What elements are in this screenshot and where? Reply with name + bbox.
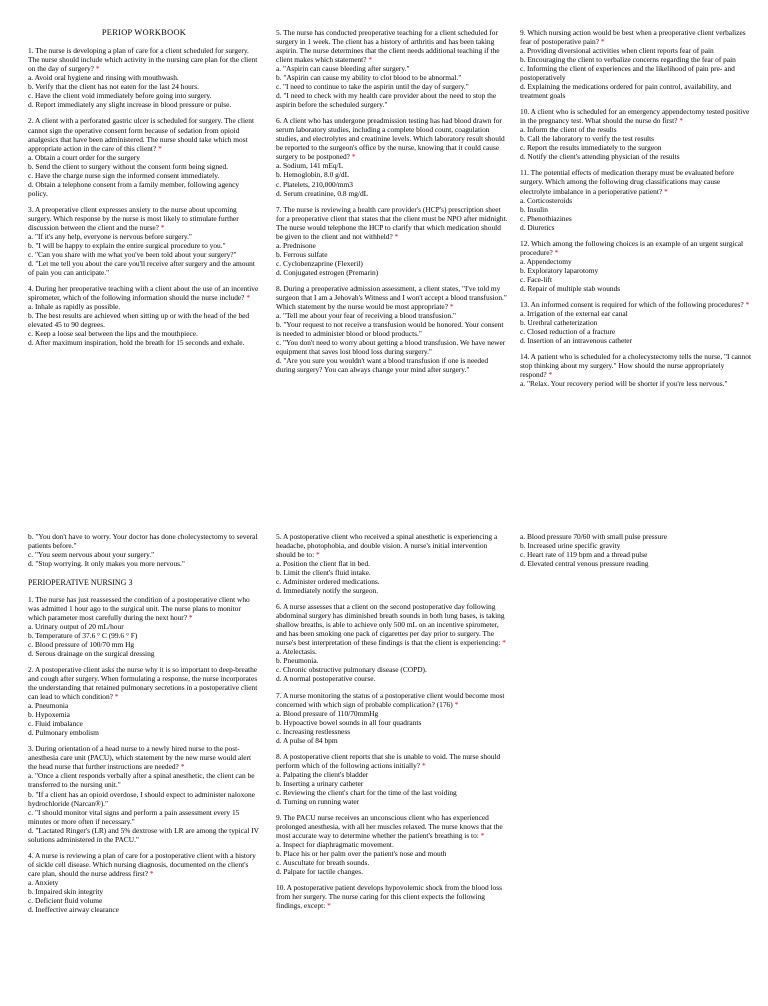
- question-text: 13. An informed consent is required for which of the following procedures?: [520, 299, 744, 309]
- question-block: [28, 595, 260, 658]
- answer-option: a. "Once a client responds verbally after a spinal anesthetic, the client can be transferred to the nursing unit.": [28, 771, 255, 790]
- answer-option: c. Informing the client of experiences and the likelihood of pain pre- and postoperatively: [520, 64, 735, 83]
- question-block: [276, 532, 508, 595]
- question-stem: [520, 352, 752, 379]
- required-asterisk: *: [160, 222, 165, 232]
- required-asterisk: *: [449, 301, 454, 311]
- answer-option: c. Blood pressure of 100/70 mm Hg: [28, 640, 135, 650]
- question-stem: [520, 168, 752, 195]
- question-stem: [276, 284, 508, 311]
- question-stem: [28, 46, 260, 73]
- required-asterisk: *: [454, 699, 459, 709]
- answer-option: a. Appendectomy: [520, 256, 572, 266]
- answer-option: b. Exploratory laparotomy: [520, 265, 599, 275]
- required-asterisk: *: [480, 830, 485, 840]
- question-block: [28, 46, 260, 109]
- question-text: 2. A client with a perforated gastric ulcer is scheduled for surgery. The client cannot sign the operative consent form because of sedation from opioid analgesics that have been administered. The nurse should take which most appropriate action in the care of this client?: [28, 116, 255, 153]
- answer-option: b. Hemoglobin, 8.0 g/dL: [276, 170, 350, 180]
- answer-option: a. Anxiety: [28, 877, 59, 887]
- answer-option: b. "Aspirin can cause my ability to clot blood to be abnormal.": [276, 73, 462, 83]
- answer-option: d. Serous drainage on the surgical dressing: [28, 649, 155, 659]
- answer-option: a. "Tell me about your fear of receiving a blood transfusion.": [276, 310, 456, 320]
- answer-option: a. Inform the client of the results: [520, 125, 617, 135]
- required-asterisk: *: [600, 37, 605, 47]
- question-block: [520, 239, 752, 293]
- required-asterisk: *: [327, 901, 331, 911]
- question-stem: [520, 28, 752, 46]
- question-block: [276, 752, 508, 806]
- required-asterisk: *: [745, 299, 750, 309]
- question-block: [276, 28, 508, 109]
- answer-option: a. Atelectasis.: [276, 647, 317, 657]
- question-text: 6. A client who has undergone preadmission testing has had blood drawn for serum laboratory studies, including a complete blood count, coagulation studies, and electrolytes and creatinine levels. Which laboratory result should be reported to the surgeon's office by the nurse, knowing that it could cause surgery to be postponed?: [276, 116, 505, 162]
- answer-option: d. Pulmonary embolism: [28, 728, 99, 738]
- answer-option: c. "You seem nervous about your surgery.": [28, 550, 155, 560]
- answer-option: a. Prednisone: [276, 240, 316, 250]
- required-asterisk: *: [502, 638, 506, 648]
- question-text: 10. A client who is scheduled for an emergency appendectomy tested positive in the pregnancy test. What should the nurse do first?: [520, 107, 750, 126]
- required-asterisk: *: [679, 116, 684, 126]
- question-text: 2. A postoperative client asks the nurse why it is so important to deep-breathe and cough after surgery. When formulating a response, the nurse incorporates the understanding that retained pulmonary secretions in a postoperative client can lead to which condition?: [28, 665, 258, 702]
- question-stem: [520, 107, 752, 125]
- question-text: 4. A nurse is reviewing a plan of care for a postoperative client with a history of sickle cell disease. Which nursing diagnosis, documented on the client's care plan, should the nurse address first?: [28, 850, 256, 878]
- answer-option: d. A normal postoperative course.: [276, 674, 376, 684]
- question-text: 7. The nurse is reviewing a health care provider's (HCP's) prescription sheet for a preoperative client that states that the client must be NPO after midnight. The nurse would telephone the HCP to clarify that which medication should be given to the client and not withheld?: [276, 204, 508, 241]
- answer-option: a. Palpating the client's bladder: [276, 769, 369, 779]
- answer-option: c. "I need to continue to take the aspirin until the day of surgery.": [276, 82, 469, 92]
- answer-option: b. "You don't have to worry. Your doctor has done cholecystectomy to several patients before.": [28, 532, 258, 551]
- answer-option: d. Diuretics: [520, 222, 555, 232]
- answer-option: b. Increased urine specific gravity: [520, 541, 621, 551]
- question-stem: [28, 744, 260, 771]
- question-text: 4. During her preoperative teaching with a client about the use of an incentive spirometer, which of the following information should the nurse include?: [28, 284, 259, 303]
- answer-option: d. "Stop worrying. It only makes you more nervous.": [28, 559, 185, 569]
- answer-option: c. Deficient fluid volume: [28, 895, 103, 905]
- question-text: 7. A nurse monitoring the status of a postoperative client would become most concerned with which sign of probable complication? (176): [276, 690, 505, 709]
- question-block: [276, 116, 508, 197]
- answer-option: c. Phenothiazines: [520, 213, 572, 223]
- required-asterisk: *: [554, 247, 559, 257]
- required-asterisk: *: [548, 370, 553, 380]
- answer-option: c. Report the results immediately to the surgeon: [520, 143, 662, 153]
- answer-option: d. A pulse of 84 bpm: [276, 735, 338, 745]
- answer-option: b. Hypoactive bowel sounds in all four quadrants: [276, 717, 422, 727]
- answer-option: b. Place his or her palm over the patient's nose and mouth: [276, 849, 447, 858]
- question-block: [28, 205, 260, 277]
- answer-option: b. Send the client to surgery without the consent form being signed.: [28, 161, 228, 171]
- required-asterisk: *: [664, 186, 668, 196]
- required-asterisk: *: [316, 550, 320, 560]
- required-asterisk: *: [351, 152, 356, 162]
- question-block: [276, 205, 508, 277]
- answer-option: a. Obtain a court order for the surgery: [28, 152, 140, 162]
- question-stem: [276, 532, 508, 559]
- answer-option: b. Encouraging the client to verbalize concerns regarding the fear of pain: [520, 55, 736, 65]
- question-block: [276, 602, 508, 683]
- answer-option: b. Insulin: [520, 204, 548, 214]
- question-text: 14. A patient who is scheduled for a cholecystectomy tells the nurse, "I cannot stop thinking about my surgery." How should the nurse appropriately respond?: [520, 352, 752, 380]
- answer-option: b. Call the laboratory to verify the test results: [520, 134, 655, 144]
- answer-option: a. Inspect for diaphragmatic movement.: [276, 839, 394, 849]
- answer-option: d. Palpate for tactile changes.: [276, 867, 364, 877]
- answer-option: b. "If a client has an opioid overdose, I should expect to administer naloxone hydrochloride (Narcan®).": [28, 789, 255, 808]
- bottom-column-2: [276, 532, 508, 917]
- question-stem: [276, 752, 508, 770]
- answer-option: b. Temperature of 37.6 ° C (99.6 ° F): [28, 631, 138, 640]
- question-text: 1. The nurse is developing a plan of care for a client scheduled for surgery. The nurse should include which activity in the nursing care plan for the client on the day of surgery?: [28, 46, 258, 74]
- answer-option: d. Report immediately any slight increase in blood pressure or pulse.: [28, 100, 232, 110]
- answer-option: d. "Lactated Ringer's (LR) and 5% dextrose with LR are among the typical IV solutions administered in the PACU.": [28, 825, 259, 844]
- question-block: [28, 116, 260, 197]
- answer-option: a. Pneumonia: [28, 701, 69, 711]
- answer-option: c. Cyclobenzaprine (Flexeril): [276, 258, 363, 268]
- top-column-2: [276, 28, 508, 381]
- answer-option: a. "Relax. Your recovery period will be shorter if you're less nervous.": [520, 379, 728, 389]
- answer-option: b. Limit the client's fluid intake.: [276, 568, 371, 578]
- question-text: 3. During orientation of a head nurse to a newly hired nurse to the post-anesthesia care unit (PACU), which statement by the new nurse would alert the head nurse that further instructions are needed?: [28, 744, 252, 772]
- question-text: 8. During a preoperative admission assessment, a client states, "I've told my surgeon that I am a Jehovah's Witness and I won't accept a blood transfusion." Which statement by the nurse would be most appropriate?: [276, 283, 507, 311]
- required-asterisk: *: [149, 868, 154, 878]
- answer-option: b. The best results are achieved when sitting up or with the head of the bed elevated 45 to 90 degrees.: [28, 311, 250, 330]
- question-block: [520, 107, 752, 161]
- question-block: [28, 665, 260, 737]
- question-text: 11. The potential effects of medication therapy must be evaluated before surgery. Which among the following drug classifications may cause electrolyte imbalance in a perioperative patient?: [520, 168, 734, 196]
- question-block: [276, 883, 508, 910]
- question-stem: [276, 691, 508, 709]
- required-asterisk: *: [368, 55, 373, 65]
- answer-option: a. "Aspirin can cause bleeding after surgery.": [276, 64, 410, 74]
- question-stem: [28, 665, 260, 701]
- answer-option: d. Turning on running water: [276, 796, 360, 806]
- answer-option: a. Irrigation of the external ear canal: [520, 308, 628, 318]
- question-block: [276, 691, 508, 745]
- top-column-3: [520, 28, 752, 395]
- question-text: 5. A postoperative client who received a spinal anesthetic is experiencing a headache, photophobia, and double vision. A nurse's initial intervention should be to:: [276, 532, 498, 560]
- answer-option: c. "Can you share with me what you've been told about your surgery?": [28, 249, 237, 259]
- page-title: PERIOP WORKBOOK: [101, 28, 187, 37]
- question-block: [28, 851, 260, 914]
- answer-option: a. Inhale as rapidly as possible.: [28, 302, 121, 312]
- question-block: [520, 352, 752, 388]
- question-stem: [276, 883, 508, 910]
- question-text: 6. A nurse assesses that a client on the second postoperative day following abdominal surgery has diminished breath sounds in both lung bases, is taking shallow breaths, is able to achieve only 500 mL on an incentive spirometer, and has been smoking one pack of cigarettes per day prior to surgery. The nurse's best interpretation of these findings is that the client is experiencing:: [276, 602, 505, 648]
- answer-option: c. Have the client void immediately before going into surgery.: [28, 91, 212, 101]
- answer-option: b. "I will be happy to explain the entire surgical procedure to you.": [28, 240, 226, 250]
- required-asterisk: *: [95, 64, 100, 74]
- answer-option: d. Immediately notify the surgeon.: [276, 586, 379, 596]
- answer-option: c. Heart rate of 119 bpm and a thread pulse: [520, 550, 648, 560]
- question-text: 1. The nurse has just reassessed the condition of a postoperative client who was admitted 1 hour ago to the surgical unit. The nurse plans to monitor which parameter most carefully during the next hour?: [28, 594, 250, 622]
- answer-option: a. Sodium, 141 mEq/L: [276, 161, 344, 171]
- question-text: 9. Which nursing action would be best when a preoperative client verbalizes fear of postoperative pain?: [520, 28, 746, 47]
- top-column-1: [28, 28, 260, 354]
- question-stem: [276, 602, 508, 647]
- answer-option: c. Closed reduction of a fracture: [520, 326, 616, 336]
- question-stem: [520, 239, 752, 257]
- question-text: 5. The nurse has conducted preoperative teaching for a client scheduled for surgery in 1 week. The client has a history of arthritis and has been taking aspirin. The nurse determines that the client needs additional teaching if the client makes which statement?: [276, 28, 500, 65]
- question-stem: [276, 116, 508, 161]
- question-block: [520, 168, 752, 231]
- answer-option: c. Face-lift: [520, 274, 553, 284]
- answer-option: b. "Your request to not receive a transfusion would be honored. Your consent is needed to administer blood or blood products.": [276, 319, 504, 338]
- required-asterisk: *: [114, 692, 119, 702]
- continued-options: [520, 532, 752, 568]
- required-asterisk: *: [188, 612, 193, 622]
- question-block: [28, 744, 260, 843]
- answer-option: d. After maximum inspiration, hold the breath for 15 seconds and exhale.: [28, 338, 245, 348]
- answer-option: a. Blood pressure 70/60 with small pulse pressure: [520, 532, 667, 541]
- answer-option: c. Platelets, 210,000/mm3: [276, 179, 353, 189]
- answer-option: c. Keep a loose seal between the lips and the mouthpiece.: [28, 329, 198, 339]
- question-block: [28, 284, 260, 347]
- question-stem: [28, 284, 260, 302]
- answer-option: c. Auscultate for breath sounds.: [276, 858, 370, 868]
- question-text: 8. A postoperative client reports that she is unable to void. The nurse should perform which of the following actions initially?: [276, 751, 501, 770]
- answer-option: d. Ineffective airway clearance: [28, 904, 119, 914]
- answer-option: a. Urinary output of 20 mL/hour: [28, 621, 124, 631]
- answer-option: d. Insertion of an intravenous catheter: [520, 335, 633, 345]
- question-stem: [276, 28, 508, 64]
- required-asterisk: *: [158, 143, 162, 153]
- question-text: 9. The PACU nurse receives an unconscious client who has experienced prolonged anesthesia, with all her muscles relaxed. The nurse knows that the most accurate way to determine whether the patient's breathing is to:: [276, 812, 503, 840]
- question-stem: [28, 851, 260, 878]
- question-text: 10. A postoperative patient develops hypovolemic shock from the blood loss from her surgery. The nurse caring for this client expects the following findings, except:: [276, 883, 502, 911]
- answer-option: c. "I should monitor vital signs and perform a pain assessment every 15 minutes or more often if necessary.": [28, 807, 240, 826]
- question-stem: [520, 300, 752, 309]
- question-block: [276, 284, 508, 374]
- answer-option: c. Fluid imbalance: [28, 719, 83, 729]
- question-block: [276, 813, 508, 876]
- answer-option: d. Notify the client's attending physician of the results: [520, 152, 680, 162]
- answer-option: d. Obtain a telephone consent from a family member, following agency policy.: [28, 179, 240, 198]
- question-stem: [28, 595, 260, 622]
- answer-option: a. "If it's any help, everyone is nervous before surgery.": [28, 231, 192, 241]
- answer-option: a. Corticosteroids: [520, 195, 573, 205]
- answer-option: b. Impaired skin integrity: [28, 886, 104, 896]
- bottom-column-1: [28, 532, 260, 921]
- answer-option: a. Blood pressure of 110/70mmHg: [276, 708, 379, 718]
- answer-option: b. Urethral catheterization: [520, 317, 598, 327]
- question-stem: [276, 205, 508, 241]
- answer-option: b. Hypoxemia: [28, 710, 70, 720]
- answer-option: c. Chronic obstructive pulmonary disease (COPD).: [276, 665, 427, 675]
- answer-option: d. Explaining the medications ordered for pain control, availability, and treatment goals: [520, 82, 732, 101]
- answer-option: a. Position the client flat in bed.: [276, 559, 371, 569]
- question-stem: [28, 205, 260, 232]
- bottom-column-3: [520, 532, 752, 575]
- answer-option: c. Have the charge nurse sign the informed consent immediately.: [28, 170, 220, 180]
- answer-option: a. Providing diversional activities when client reports fear of pain: [520, 46, 714, 56]
- answer-option: d. Conjugated estrogen (Premarin): [276, 267, 379, 277]
- answer-option: d. Elevated central venous pressure reading: [520, 559, 649, 569]
- question-stem: [276, 813, 508, 840]
- answer-option: d. "Are you sure you wouldn't want a blood transfusion if one is needed during surgery? You can always change your mind after surgery.": [276, 356, 489, 375]
- answer-option: b. Pneumonia.: [276, 656, 319, 666]
- question-text: 12. Which among the following choices is an example of an urgent surgical procedure?: [520, 238, 744, 257]
- answer-option: d. "I need to check with my health care provider about the need to stop the aspirin before the scheduled surgery.": [276, 91, 497, 110]
- continued-options: [28, 532, 260, 568]
- required-asterisk: *: [421, 760, 426, 770]
- required-asterisk: *: [180, 762, 185, 772]
- answer-option: d. Repair of multiple stab wounds: [520, 283, 621, 293]
- answer-option: c. Reviewing the client's chart for the time of the last voiding: [276, 787, 457, 797]
- required-asterisk: *: [394, 231, 399, 241]
- answer-option: c. Administer ordered medications.: [276, 577, 380, 587]
- question-text: 3. A preoperative client expresses anxiety to the nurse about upcoming surgery. Which response by the nurse is most likely to stimulate further discussion between the client and the nurse?: [28, 204, 239, 232]
- answer-option: a. Avoid oral hygiene and rinsing with mouthwash.: [28, 73, 179, 83]
- answer-option: c. "You don't need to worry about getting a blood transfusion. We have newer equipment that saves lost blood loss during surgery.": [276, 338, 506, 357]
- required-asterisk: *: [246, 293, 251, 303]
- answer-option: c. Increasing restlessness: [276, 726, 351, 736]
- answer-option: d. Serum creatinine, 0.8 mg/dL: [276, 188, 369, 198]
- question-block: [520, 28, 752, 100]
- answer-option: b. Inserting a urinary catheter: [276, 778, 364, 788]
- question-stem: [28, 116, 260, 152]
- answer-option: b. Ferrous sulfate: [276, 249, 328, 259]
- section-heading: PERIOPERATIVE NURSING 3: [28, 578, 133, 588]
- answer-option: d. "Let me tell you about the care you'll receive after surgery and the amount of pain you can anticipate.": [28, 258, 255, 277]
- question-block: [520, 300, 752, 345]
- answer-option: b. Verify that the client has not eaten for the last 24 hours.: [28, 82, 200, 92]
